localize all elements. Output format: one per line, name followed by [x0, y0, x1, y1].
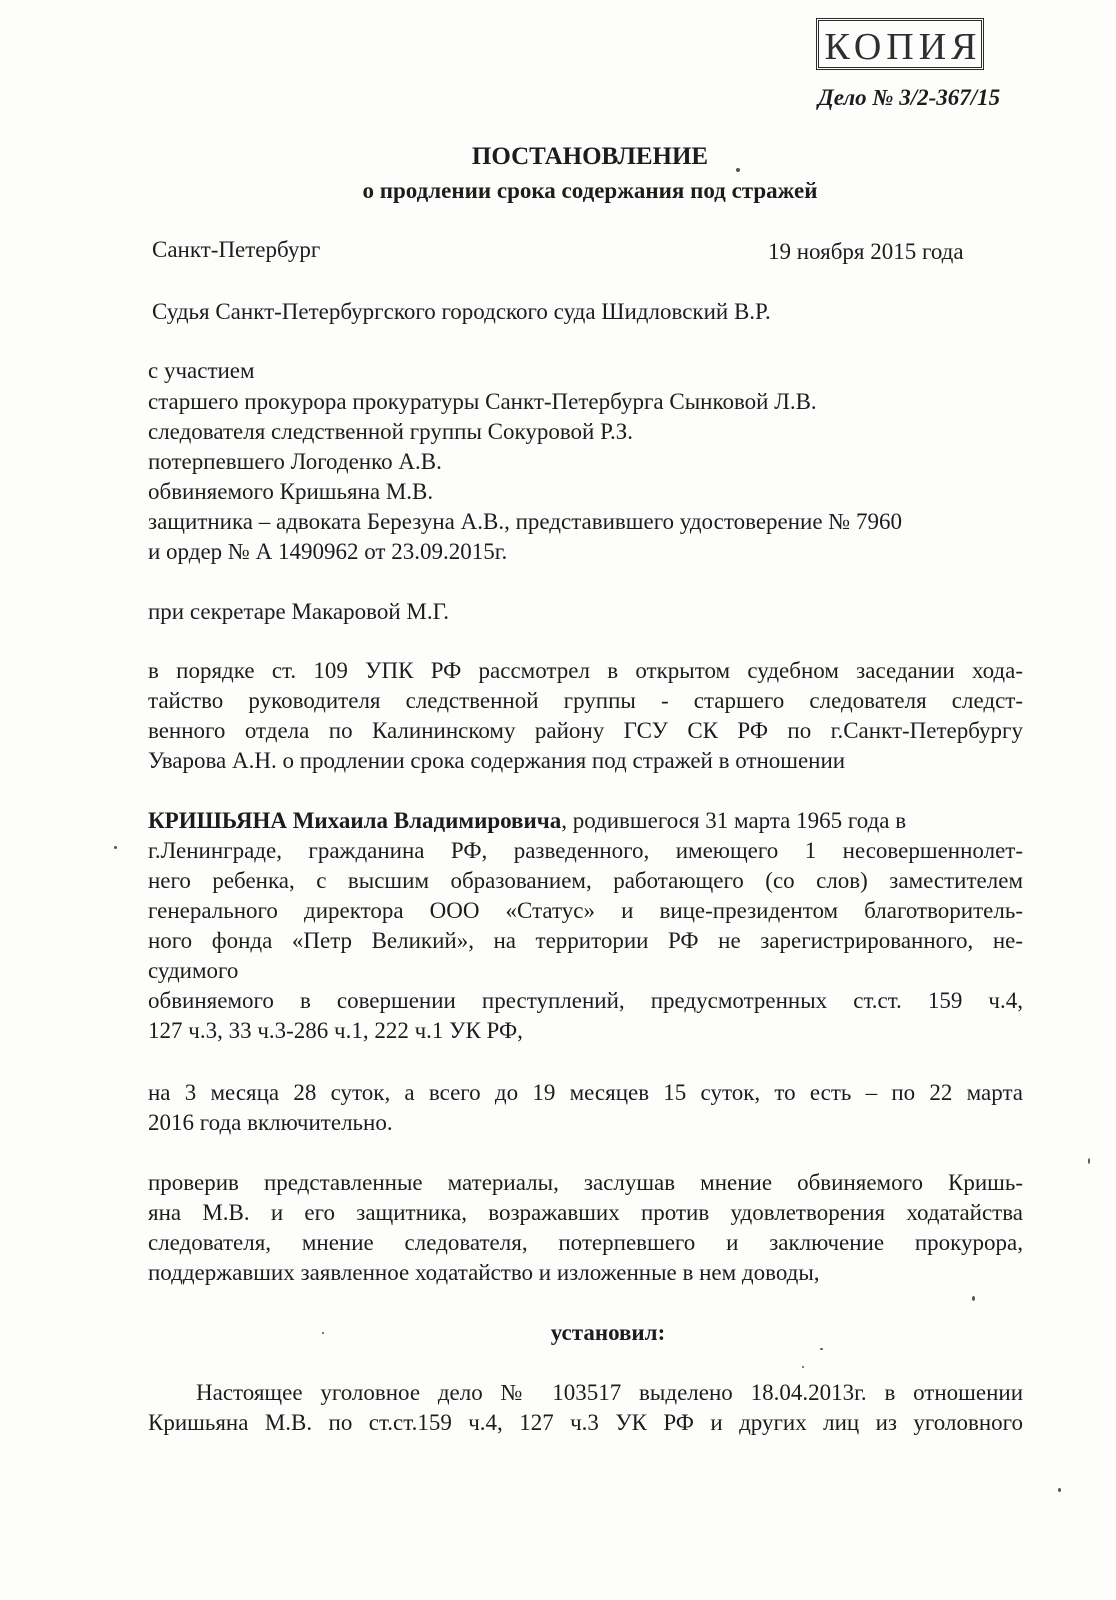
accused-line: г.Ленинграде, гражданина РФ, разведенного, имеющего 1 несовершеннолет-	[148, 838, 1023, 863]
scan-speck	[322, 1332, 324, 1334]
scan-speck	[114, 846, 117, 849]
proceedings-line: венного отдела по Калининскому району ГСУ СК РФ по г.Санкт-Петербургу	[148, 718, 1023, 743]
proceedings-line: тайство руководителя следственной группы - старшего следователя следст-	[148, 688, 1023, 713]
proceedings-line: Уварова А.Н. о продлении срока содержания под стражей в отношении	[148, 748, 846, 773]
term-line: на 3 месяца 28 суток, а всего до 19 месяцев 15 суток, то есть – по 22 марта	[148, 1080, 1023, 1105]
accused-line: генерального директора ООО «Статус» и вице-президентом благотворитель-	[148, 898, 1023, 923]
copy-stamp-label: КОПИЯ	[824, 26, 982, 68]
charge-line: обвиняемого в совершении преступлений, предусмотренных ст.ст. 159 ч.4,	[148, 988, 1023, 1013]
body-line: Кришьяна М.В. по ст.ст.159 ч.4, 127 ч.3 УК РФ и других лиц из уголовного	[148, 1410, 1023, 1435]
participant-line: следователя следственной группы Сокуровой Р.З.	[148, 419, 634, 444]
scan-speck	[802, 1366, 804, 1368]
participant-line: обвиняемого Кришьяна М.В.	[148, 479, 434, 504]
accused-intro	[148, 808, 906, 834]
document-subtitle: о продлении срока содержания под стражей	[362, 178, 818, 203]
participant-line: потерпевшего Логоденко А.В.	[148, 449, 442, 474]
review-line: поддержавших заявленное ходатайство и изложенные в нем доводы,	[148, 1260, 820, 1285]
participants-intro: с участием	[148, 358, 255, 383]
copy-stamp	[816, 18, 984, 70]
accused-birth: , родившегося 31 марта 1965 года в	[561, 808, 907, 833]
accused-name: КРИШЬЯНА Михаила Владимировича	[148, 808, 562, 833]
scan-speck	[820, 1348, 823, 1350]
city: Санкт-Петербург	[152, 237, 321, 262]
secretary-line: при секретаре Макаровой М.Г.	[148, 599, 450, 624]
body-line: Настоящее уголовное дело № 103517 выделено 18.04.2013г. в отношении	[196, 1380, 1023, 1405]
scan-speck	[1088, 1158, 1090, 1164]
participant-line: и ордер № А 1490962 от 23.09.2015г.	[148, 539, 508, 564]
participant-line: защитника – адвоката Березуна А.В., представившего удостоверение № 7960	[148, 509, 903, 534]
accused-line: ного фонда «Петр Великий», на территории РФ не зарегистрированного, не-	[148, 928, 1023, 953]
review-line: проверив представленные материалы, заслушав мнение обвиняемого Кришь-	[148, 1170, 1023, 1195]
participant-line: старшего прокурора прокуратуры Санкт-Петербурга Сынковой Л.В.	[148, 389, 817, 414]
review-line: следователя, мнение следователя, потерпевшего и заключение прокурора,	[148, 1230, 1023, 1255]
charge-line: 127 ч.3, 33 ч.3-286 ч.1, 222 ч.1 УК РФ,	[148, 1018, 523, 1043]
term-line: 2016 года включительно.	[148, 1110, 393, 1135]
scan-speck	[736, 168, 740, 172]
document-date: 19 ноября 2015 года	[768, 239, 964, 264]
review-line: яна М.В. и его защитника, возражавших против удовлетворения ходатайства	[148, 1200, 1023, 1225]
accused-line: него ребенка, с высшим образованием, работающего (со слов) заместителем	[148, 868, 1023, 893]
document-title: ПОСТАНОВЛЕНИЕ	[471, 143, 709, 170]
scan-speck	[1058, 1488, 1061, 1492]
case-number: Дело № 3/2-367/15	[818, 85, 1001, 110]
proceedings-line: в порядке ст. 109 УПК РФ рассмотрел в открытом судебном заседании хода-	[148, 658, 1023, 683]
accused-line: судимого	[148, 958, 239, 983]
judge-line: Судья Санкт-Петербургского городского суда Шидловский В.Р.	[152, 299, 771, 324]
established-heading: установил:	[550, 1320, 666, 1345]
scan-speck	[972, 1296, 975, 1301]
